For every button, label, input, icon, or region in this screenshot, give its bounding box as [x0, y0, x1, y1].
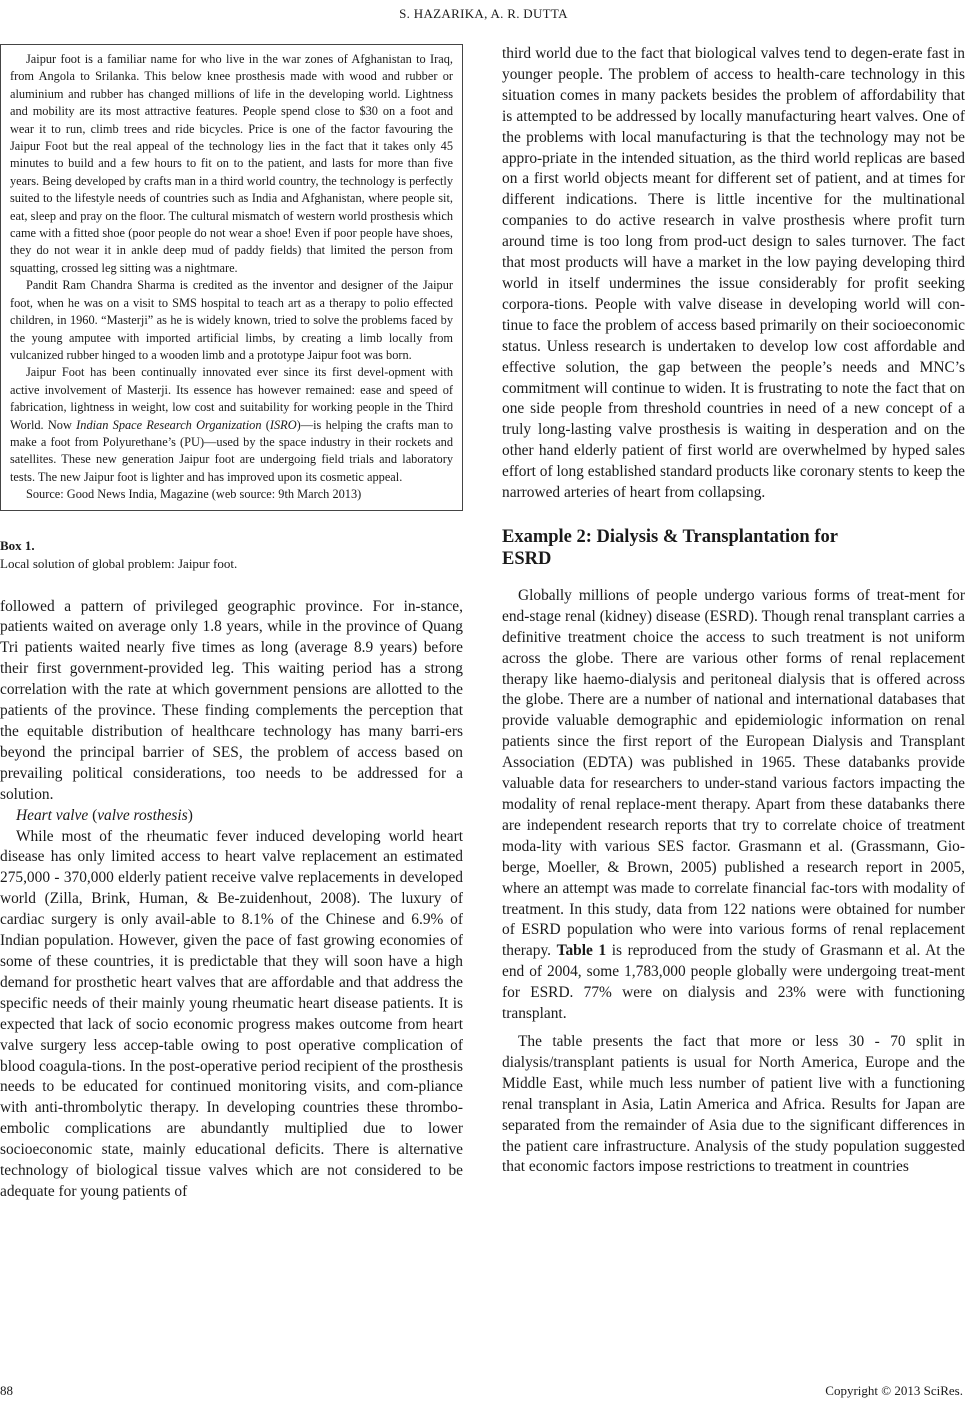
right-p2-text-b: is reproduced from the study of Grasmann et al. At the end of 2004, some 1,783,000 people globally were undergoing treat-ment for ESRD. 77% were on dialysis and 23% were with functioning transplant.: [502, 942, 965, 1023]
box-p3-isro-abbr: ISRO: [269, 417, 297, 432]
heart-valve-subheading: [0, 806, 463, 827]
box-caption-text: Local solution of global problem: Jaipur foot.: [0, 555, 238, 571]
copyright-notice: Copyright © 2013 SciRes.: [825, 1383, 963, 1398]
box-p3-text-c: (: [261, 417, 270, 432]
left-paragraph-1: followed a pattern of privileged geographic province. For in-stance, patients waited on average only 1.8 years, while in the province of Quang Tri patients waited nearly five times as long (average 8.9 years) before their first government-provided leg. This waiting period has a strong correlation with the rate at which government pensions are allotted to the patients of the province. These finding complements the perception that the equitable distribution of healthcare technology has many barri-ers beyond the principal barrier of SES, the problem of access based on prevailing political considerations, too needs to be addressed for a solution.: [0, 597, 463, 803]
right-paragraph-3: The table presents the fact that more or less 30 - 70 split in dialysis/transplant patients is usual for North America, Europe and the Middle East, while much less number of patient live with a functioning renal transplant in Asia, Latin America and Africa. Results for Japan are separated from the remainder of Asia due to the significant differences in the patient care infrastructure. Analysis of the study population suggested that economic factors impose restrictions to treatment in countries: [502, 1032, 965, 1176]
left-paragraph-2: While most of the rheumatic fever induced developing world heart disease has only limited access to heart valve replacement an estimated 275,000 - 370,000 elderly patient receive valve replacements in developed world (Zilla, Brink, Human, & Be-zuidenhout, 2008). The luxury of cardiac surgery is only avail-able to 8.1% of the Chinese and 6.9% of Indian population. However, given the pace of fast growing economies of some of these countries, it is predictable that they will soon have a high demand for prosthetic heart valves that are affordable and that address the specific needs of their mainly young rheumatic heart disease patients. It is expected that lack of socio economic progress makes outcome from heart valve surgery less accep-table owing to post operative complication of blood coagula-tions. In the post-operative period recipient of the prosthesis needs to be educated for continued monitoring visits, and com-pliance with anti-thrombolytic therapy. In developing countries these thrombo-embolic complications are abundantly multiplied due to lower socioeconomic state, mainly educational deficits. There is alternative technology of biological tissue valves which are not considered to be adequate for young patients of: [0, 827, 463, 1200]
right-body: [502, 44, 965, 1178]
left-column: [0, 44, 463, 1203]
running-head: S. HAZARIKA, A. R. DUTTA: [399, 6, 568, 21]
heart-valve-alt-title: valve rosthesis: [97, 806, 188, 824]
box-caption: [0, 537, 463, 573]
table-1-reference: Table 1: [556, 942, 607, 960]
box-source: Source: Good News India, Magazine (web source: 9th March 2013): [26, 487, 362, 502]
right-paragraph-1: third world due to the fact that biological valves tend to degen-erate fast in younger people. The problem of access to health-care technology in this situation comes in many packets besides the problem of affordability that is attempted to be addressed by locally manufacturing heart valves. One of the problems with local manufacturing is that the technology may not be appro-priate in the intended situation, as the third world replicas are based on a first world objects meant for different set of patient, and at times for different indications. There is little incentive for the multinational companies to do active research in valve prosthesis where profit turn around time is too long from prod-uct design to sales turnover. The fact that most products will have a market in the low paying developing third world in itself undermines the issue considerably for profit seeking corpora-tions. People with valve disease in developing world will con-tinue to face the problem of access based primarily on their socioeconomic status. Unless research is undertaken to develop low cost affordable and effective solution, the gap between the people’s needs and MNC’s commitment will continue to widen. It is frustrating to note the fact that on one side people from threshold countries in need of a new concept of a truly long-lasting valve prosthesis is waiting in desperation and on the other hand elderly patient of first world are overwhelmed by hyped sales effort of long established standard products like coronary stents to keep the narrowed arteries of heart from collapsing.: [502, 45, 965, 502]
box-caption-label: Box 1.: [0, 537, 35, 553]
heart-valve-paren-open: (: [88, 806, 98, 824]
box-1: [0, 44, 463, 511]
right-column: [502, 44, 965, 1178]
section-heading-line-1: Example 2: Dialysis & Transplantation for: [502, 526, 838, 547]
box-p3-text-e: )—is helping the crafts man to make a foot from Polyurethane’s (PU)—used by the space industry in their rockets and satellites. These new generation Jaipur foot are undergoing field trials and laboratory tests. The new Jaipur foot is lighter and has improved upon its cosmetic appeal.: [10, 417, 453, 484]
left-body: [0, 597, 463, 1203]
box-p3-text-a: Jaipur Foot has been continually innovated ever since its first devel-opment with active involvement of Masterji. Its essence has however remained: ease and speed of fabrication, lightness in weight, low cost and suitability for working people in the Third World. Now: [10, 365, 453, 432]
box-p3-isro-name: Indian Space Research Organization: [76, 417, 262, 432]
box-paragraph-1: Jaipur foot is a familiar name for who live in the war zones of Afghanistan to Iraq, from Angola to Srilanka. This below knee prosthesis made with wood and rubber or aluminium and rubber has changed millions of life in the developing world. Lightness and mobility are its most attractive features. People spend close to $30 on a foot and wear it to run, climb trees and ride bicycles. Price is one of the factor favouring the Jaipur Foot but the real appeal of the technology lies in the fact that it takes only 45 minutes to build and a few hours to fit on to the patient, and lasts for more than five years. Being developed by crafts man in a third world country, the technology is perfectly suited to the lifestyle needs of countries such as India and Afghanistan, where people sit, eat, sleep and pray on the floor. The cultural mismatch of western world prosthesis which came with a fitted shoe (poor people do not wear a shoe! Even if poor people have shoes, they do not wear it in ankle deep mud of paddy fields) that limited the person from squatting, crossed leg sitting was a nightmare.: [10, 52, 453, 275]
section-heading-example-2: [502, 526, 965, 570]
box-paragraph-3: [10, 364, 453, 486]
section-heading-line-2: ESRD: [502, 548, 552, 569]
box-paragraph-2: Pandit Ram Chandra Sharma is credited as the inventor and designer of the Jaipur foot, when he was on a visit to SMS hospital to teach art as a therapy to polio effected children, in 1960. “Masterji” as he is widely known, tried to solve the problems faced by the young amputee with imported artificial limbs, by creating a limb locally from vulcanized rubber hinged to a wooden limb and a prototype Jaipur foot was born.: [10, 278, 453, 362]
right-p2-text-a: Globally millions of people undergo various forms of treat-ment for end-stage renal (kidney) disease (ESRD). Though renal transplant carries a definitive treatment choice the access to such treatment is not uniform across the globe. There are various other forms of renal replacement therapy like haemo-dialysis and peritoneal dialysis that is offered across the globe. There are a number of national and international databases that provide valuable demographic and epidemiologic information on renal patients since the first report of the European Dialysis and Transplant Association (EDTA) was published in 1965. These databanks provide valuable data for researchers to under-stand various factors impacting the modality of renal replace-ment therapy. Apart from these databanks there are independent research reports that try to correlate choice of treatment moda-lity with various SES factor. Grasmann et al. (Grassmann, Gio-berge, Moeller, & Brown, 2005) published a research report in 2005, where an attempt was made to correlate financial fac-tors with modality of treatment. In this study, data from 122 nations were obtained for number of ESRD population who were into various forms of renal replacement therapy.: [502, 586, 965, 960]
heart-valve-title: Heart valve: [16, 806, 89, 824]
right-paragraph-2: [502, 586, 965, 1025]
heart-valve-paren-close: ): [187, 806, 193, 824]
page-number: 88: [0, 1383, 13, 1398]
